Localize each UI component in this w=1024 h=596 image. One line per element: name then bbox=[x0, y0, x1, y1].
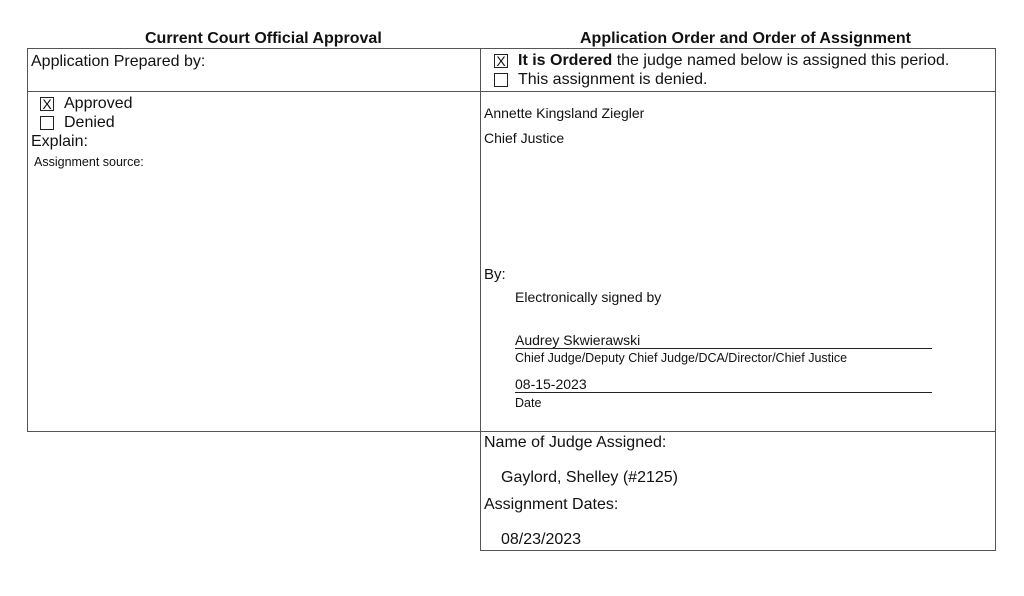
date-underline bbox=[515, 392, 932, 393]
approved-checkbox[interactable]: X bbox=[40, 97, 54, 111]
left-column-header: Current Court Official Approval bbox=[145, 30, 382, 47]
judge-box bbox=[480, 431, 996, 551]
approval-box bbox=[27, 91, 481, 432]
explain-label: Explain: bbox=[31, 133, 88, 150]
judge-name: Gaylord, Shelley (#2125) bbox=[501, 469, 678, 486]
signer-title: Chief Judge/Deputy Chief Judge/DCA/Director/Chief Justice bbox=[515, 351, 848, 365]
dates-value: 08/23/2023 bbox=[501, 531, 582, 548]
signer-underline bbox=[515, 348, 932, 349]
right-column-header: Application Order and Order of Assignment bbox=[580, 30, 911, 47]
sign-date: 08-15-2023 bbox=[515, 376, 587, 392]
date-label: Date bbox=[515, 396, 542, 410]
assignment-denied-checkbox[interactable] bbox=[494, 73, 508, 87]
ordered-statement bbox=[518, 52, 949, 70]
assignment-denied-label: This assignment is denied. bbox=[518, 71, 708, 88]
signer-name: Audrey Skwierawski bbox=[515, 332, 641, 348]
denied-label: Denied bbox=[64, 114, 115, 131]
chief-name: Annette Kingsland Ziegler bbox=[484, 105, 645, 121]
approved-label: Approved bbox=[64, 95, 133, 112]
ordered-checkbox[interactable]: X bbox=[494, 54, 508, 68]
prepared-by-label: Application Prepared by: bbox=[31, 53, 206, 70]
esign-label: Electronically signed by bbox=[515, 289, 662, 305]
judge-label: Name of Judge Assigned: bbox=[484, 434, 667, 451]
signature-box bbox=[480, 91, 996, 432]
chief-title: Chief Justice bbox=[484, 130, 565, 146]
by-label: By: bbox=[484, 266, 506, 283]
dates-label: Assignment Dates: bbox=[484, 496, 619, 513]
ordered-rest: the judge named below is assigned this period. bbox=[612, 52, 950, 69]
ordered-bold: It is Ordered bbox=[518, 52, 613, 69]
assignment-source-label: Assignment source: bbox=[34, 155, 144, 169]
order-box bbox=[480, 48, 996, 92]
prepared-by-box bbox=[27, 48, 481, 92]
denied-checkbox[interactable] bbox=[40, 116, 54, 130]
